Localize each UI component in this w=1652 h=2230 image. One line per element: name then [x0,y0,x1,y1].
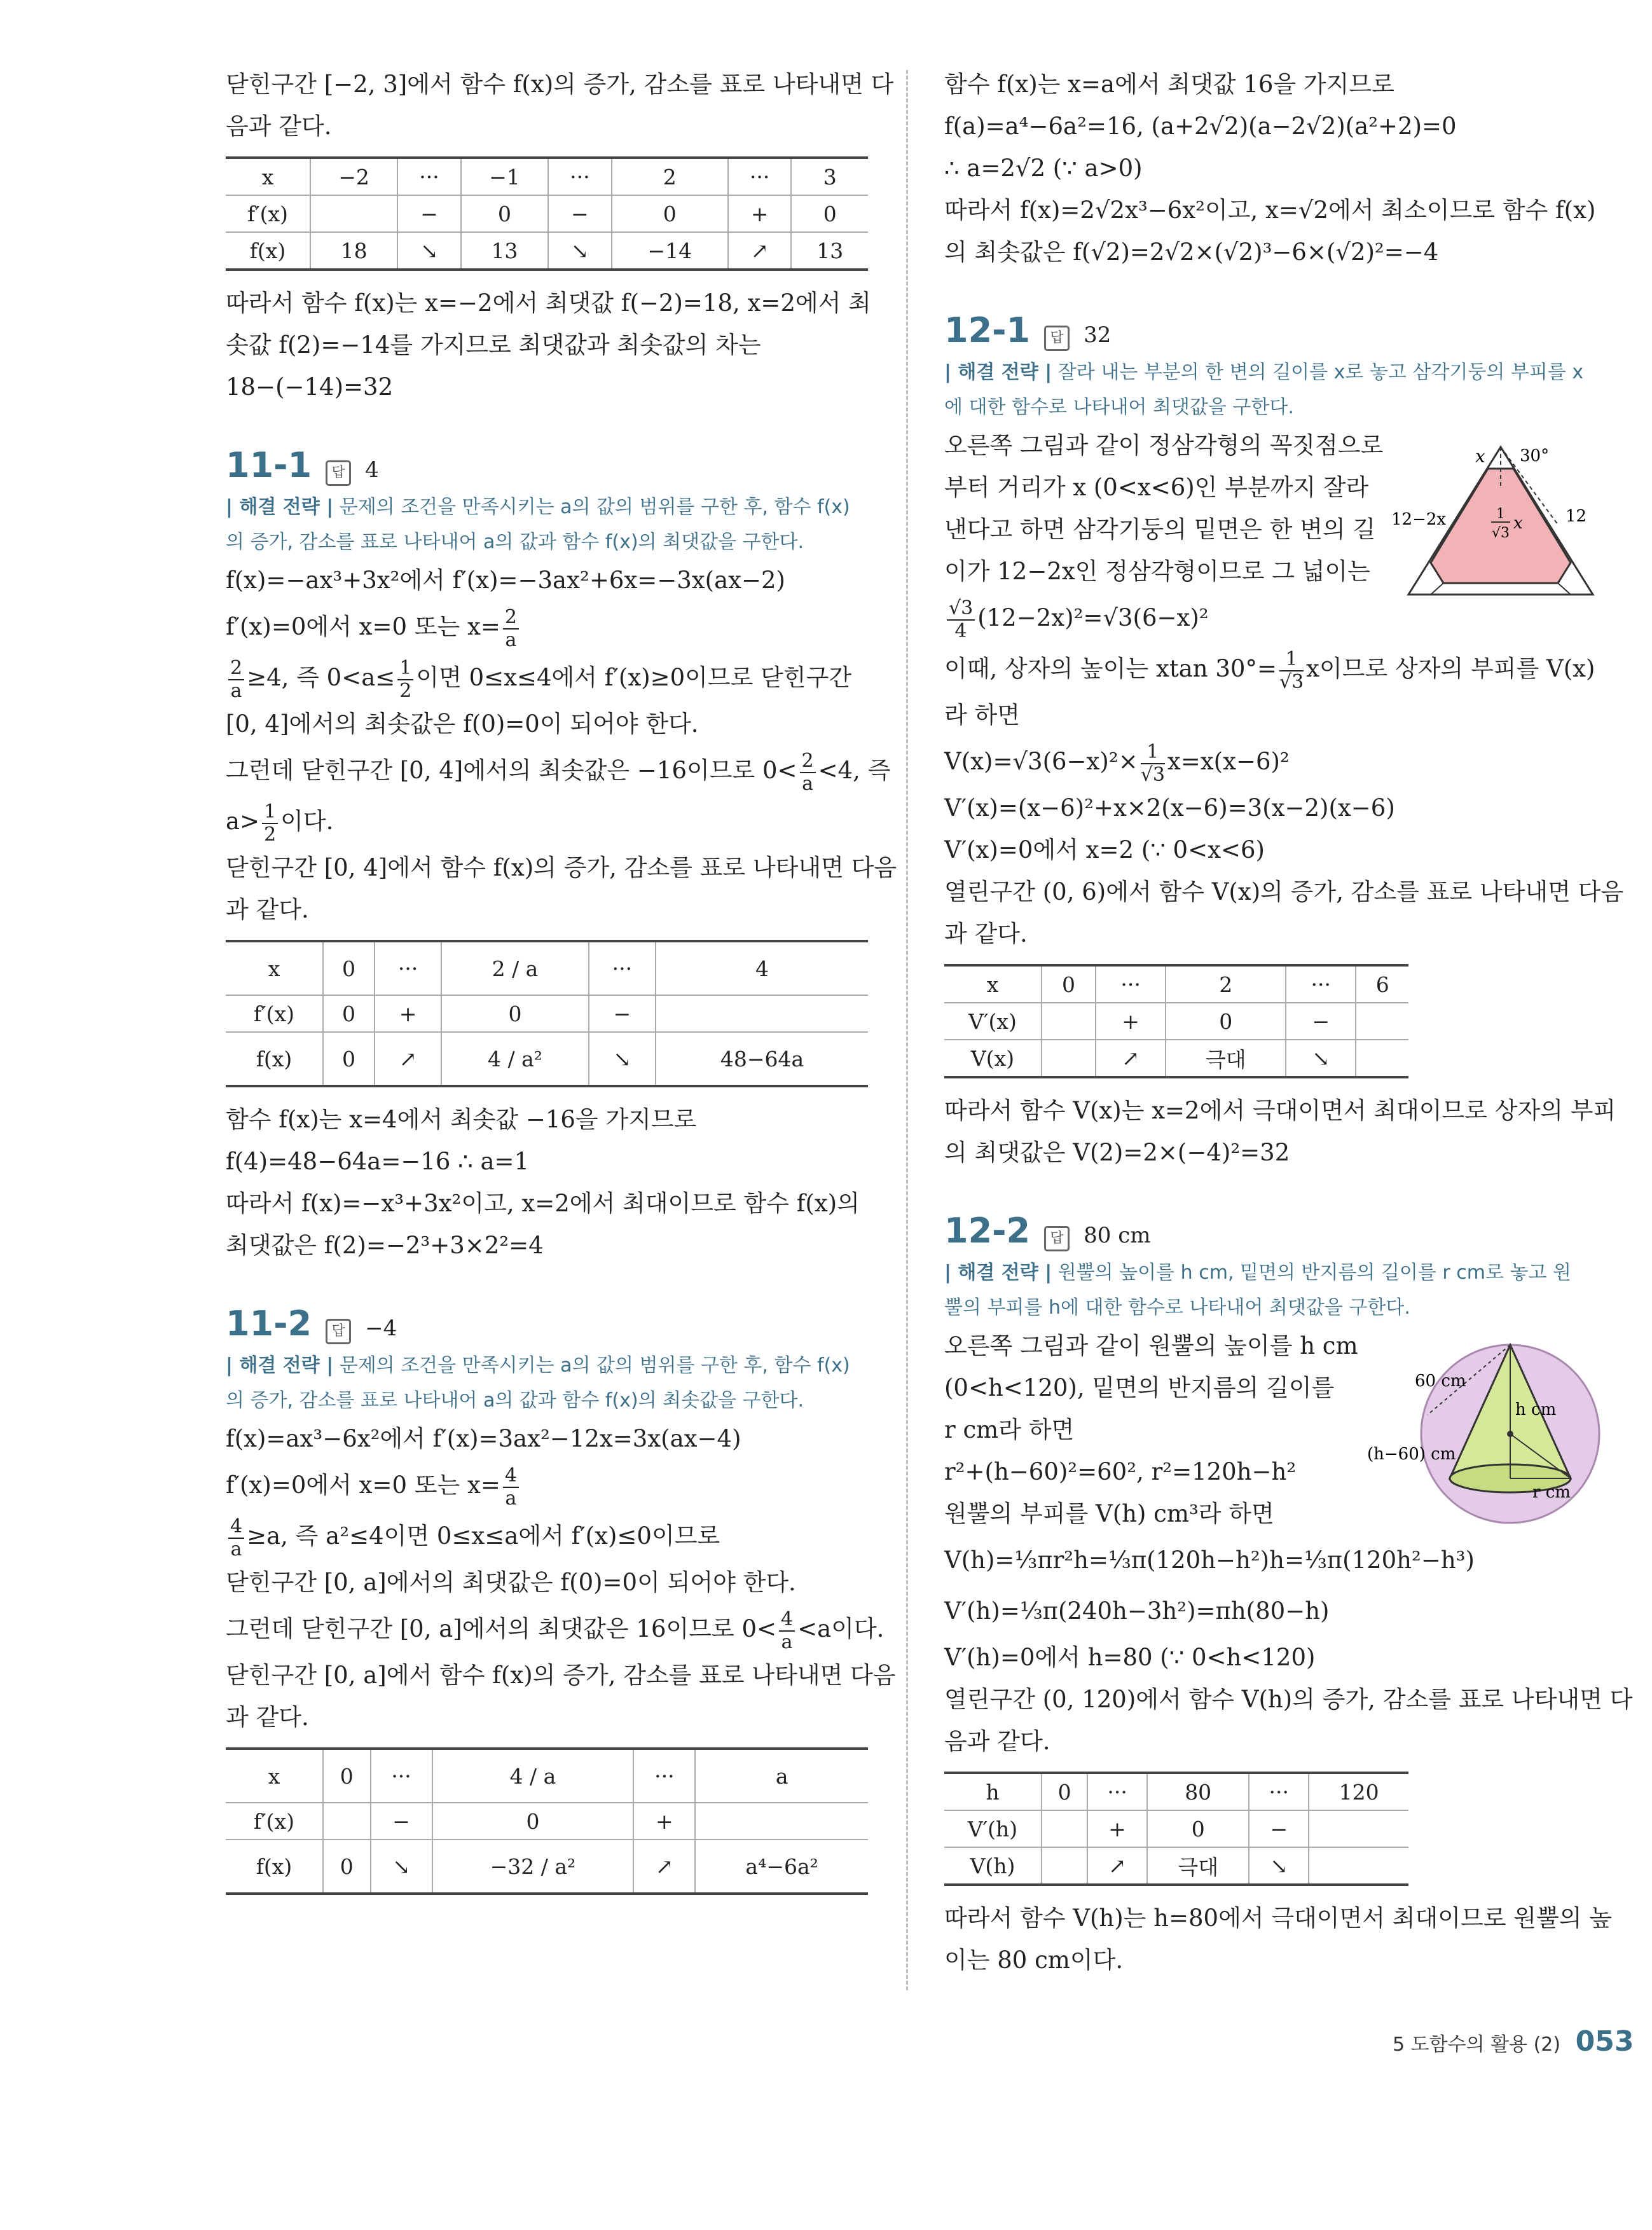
fraction: $\frac{1}{√3}$ [1140,740,1165,786]
text-line: ∴ a=2√2 (∵ a>0) [944,155,1143,182]
table-cell: 13 [791,232,868,270]
table-cell: 극대 [1166,1040,1286,1077]
table-cell: ↗ [633,1840,695,1894]
table-cell: + [1096,1003,1166,1040]
page-number: 053 [1575,2025,1634,2058]
label-sphere-radius: 60 cm [1415,1372,1466,1391]
math-text: <4, 즉 [818,757,891,784]
table-cell [323,1803,371,1840]
table-cell: 4 [656,941,868,995]
math-line [944,644,1595,694]
table-cell: ··· [1286,965,1356,1003]
table-cell [1042,1040,1096,1077]
table-cell: −32 / a² [432,1840,634,1894]
problem-number: 11-2 [226,1304,312,1344]
table-cell: − [1249,1810,1309,1847]
table-12-2 [944,1772,1408,1886]
table-cell [1042,1810,1087,1847]
math-line: V′(x)=(x−6)²+x×2(x−6)=3(x−2)(x−6) [944,794,1395,822]
text-line: 과 같다. [226,896,309,923]
table-cell: 0 [1042,965,1096,1003]
math-text: (12−2x)²=√3(6−x)² [977,604,1209,631]
table-cell [1356,1040,1408,1077]
text-line: 이는 80 cm이다. [944,1946,1124,1974]
text-line: 열린구간 (0, 120)에서 함수 V(h)의 증가, 감소를 표로 나타내면 다 [944,1686,1633,1713]
text-line: 따라서 함수 V(x)는 x=2에서 극대이면서 최대이므로 상자의 부피 [944,1097,1616,1124]
table-cell: ↘ [397,232,461,270]
section-header-11-2 [226,1304,868,1344]
table-cell: ↗ [1087,1847,1147,1885]
table-cell: − [1286,1003,1356,1040]
label-left-side: 12−2x [1391,510,1447,529]
math-text: a> [226,808,260,835]
fraction: $\frac{4}{a}$ [779,1609,795,1653]
text-line: 음과 같다. [944,1728,1050,1755]
strategy [226,1348,868,1418]
math-text: ≥4, 즉 0<a≤ [247,664,396,691]
math-line [226,602,868,652]
fraction: $\frac{4}{a}$ [503,1465,519,1510]
table-cell: 120 [1309,1773,1408,1810]
answer-icon: 답 [326,1319,351,1344]
table-cell: x [268,956,280,981]
table-cell: 0 [791,195,868,232]
table-cell: 4 / a [432,1749,634,1803]
table-12-1 [944,964,1408,1078]
fraction: $\frac{2}{a}$ [800,750,816,795]
math-line [226,1511,868,1562]
math-text: <a이다. [797,1615,885,1642]
math-line [226,796,868,847]
label-inner-frac-d: √3 [1491,525,1510,541]
intro-line: 닫힌구간 [−2, 3]에서 함수 f(x)의 증가, 감소를 표로 나타내면 다 [226,71,894,98]
table-cell: −1 [461,158,548,195]
table-cell: 2 [1166,965,1286,1003]
table-cell: V(x) [970,1045,1015,1071]
table-cell [1309,1847,1408,1885]
text-line: 라 하면 [944,701,1020,729]
text-line: 과 같다. [944,920,1028,947]
math-text: V(x)=√3(6−x)²× [944,748,1138,775]
table-cell: 3 [791,158,868,195]
table-cell: − [397,195,461,232]
math-text: 이때, 상자의 높이는 xtan 30°= [944,655,1277,682]
text-line: 따라서 f(x)=2√2x³−6x²이고, x=√2에서 최소이므로 함수 f(x) [944,196,1596,224]
label-x: x [1475,446,1485,467]
table-cell: x [986,972,999,997]
strategy-text: 문제의 조건을 만족시키는 a의 값의 범위를 구한 후, 함수 f(x)의 증가, 감소를 표로 나타내어 a의 값과 함수 f(x)의 최솟값을 구한다. [226,1354,850,1412]
answer-icon: 답 [1044,1226,1070,1251]
math-text: 이면 0≤x≤4에서 f′(x)≥0이므로 닫힌구간 [416,664,852,691]
text-line: 의 최댓값은 V(2)=2×(−4)²=32 [944,1139,1290,1166]
table-cell: h [986,1779,1000,1805]
table-cell: ↘ [1286,1040,1356,1077]
strategy-tag: | 해결 전략 | [944,1262,1052,1284]
strategy [944,1255,1587,1325]
text-line: 따라서 함수 V(h)는 h=80에서 극대이면서 최대이므로 원뿔의 높 [944,1904,1612,1932]
table-cell: x [268,1763,280,1789]
text-line: 낸다고 하면 삼각기둥의 밑면은 한 변의 길 [944,516,1376,543]
math-line: V′(x)=0에서 x=2 (∵ 0<x<6) [944,836,1265,864]
table-cell: ↗ [728,232,792,270]
strategy-text: 원뿔의 높이를 h cm, 밑면의 반지름의 길이를 r cm로 놓고 원뿔의 부피를 h에 대한 함수로 나타내어 최댓값을 구한다. [944,1262,1571,1319]
table-cell: ··· [375,941,441,995]
table-cell: + [375,995,441,1032]
table-cell: 0 [1147,1810,1249,1847]
table-cell: V(h) [970,1853,1015,1878]
left-column [226,64,897,1906]
table-cell: 0 [323,1749,371,1803]
math-line: V(h)=⅓πr²h=⅓π(120h−h²)h=⅓π(120h²−h³) [944,1546,1475,1574]
table-cell: 0 [461,195,548,232]
text-line: 닫힌구간 [0, 4]에서 함수 f(x)의 증가, 감소를 표로 나타내면 다음 [226,854,897,881]
table-cell: − [371,1803,432,1840]
text-line: f(4)=48−64a=−16 ∴ a=1 [226,1148,530,1175]
label-h-minus-60: (h−60) cm [1367,1445,1456,1464]
math-line: V′(h)=0에서 h=80 (∵ 0<h<120) [944,1644,1316,1671]
strategy-tag: | 해결 전략 | [944,361,1052,383]
strategy-tag: | 해결 전략 | [226,1354,334,1377]
label-inner: x [1513,514,1523,533]
cone-in-sphere-figure [1367,1339,1599,1529]
text-line: 18−(−14)=32 [226,373,394,401]
table-cell: ↘ [371,1840,432,1894]
math-text: 그런데 닫힌구간 [0, 4]에서의 최솟값은 −16이므로 0< [226,757,797,784]
table-cell: a⁴−6a² [695,1840,868,1894]
table-cell: ··· [633,1749,695,1803]
answer-value: 4 [365,457,379,483]
table-cell: 0 [432,1803,634,1840]
table-cell [695,1803,868,1840]
answer-value: −4 [365,1316,397,1341]
math-line [226,652,868,703]
text-line: f(a)=a⁴−6a²=16, (a+2√2)(a−2√2)(a²+2)=0 [944,113,1457,140]
table-cell: 13 [461,232,548,270]
table-cell: + [728,195,792,232]
column-divider [906,70,908,1990]
label-angle: 30° [1520,446,1550,465]
label-inner-frac-n: 1 [1496,506,1505,522]
math-line [226,745,891,796]
table-cell: a [695,1749,868,1803]
text-line: 오른쪽 그림과 같이 원뿔의 높이를 h cm [944,1332,1358,1359]
text-line: 오른쪽 그림과 같이 정삼각형의 꼭짓점으로 [944,432,1384,459]
table-cell: 18 [310,232,397,270]
fraction: $\frac{1}{2}$ [397,657,413,702]
table-cell: ↘ [1249,1847,1309,1885]
text-line: 의 최솟값은 f(√2)=2√2×(√2)³−6×(√2)²=−4 [944,238,1439,266]
table-cell: ··· [1087,1773,1147,1810]
strategy [944,355,1587,425]
table-cell: ··· [1096,965,1166,1003]
table-cell: 극대 [1147,1847,1249,1885]
text-line: 부터 거리가 x (0<x<6)인 부분까지 잘라 [944,474,1369,501]
table-cell: 0 [323,995,375,1032]
table-cell: + [1087,1810,1147,1847]
problem-number: 12-2 [944,1211,1031,1251]
text-line: 과 같다. [226,1703,309,1731]
text-line: 함수 f(x)는 x=a에서 최댓값 16을 가지므로 [944,71,1394,98]
right-column [944,64,1633,1981]
triangle-prism-figure [1391,436,1602,601]
label-right-side: 12 [1566,507,1587,526]
table-cell: 4 / a² [441,1032,588,1086]
answer-value: 80 cm [1084,1223,1151,1248]
table-cell: + [633,1803,695,1840]
chapter-label: 5 도함수의 활용 (2) [1393,2034,1561,2056]
text-line: 솟값 f(2)=−14를 가지므로 최댓값과 최솟값의 차는 [226,331,761,359]
math-line [944,736,1587,787]
label-r: r cm [1532,1483,1571,1502]
table-cell: ··· [371,1749,432,1803]
math-text: 이다. [280,808,334,835]
table-11-2 [226,1747,868,1895]
fraction: $\frac{1}{√3}$ [1279,647,1304,693]
text-line: r cm라 하면 [944,1416,1075,1443]
table-cell: ··· [728,158,792,195]
strategy [226,490,868,560]
table-11-1 [226,940,868,1087]
math-line [226,1460,868,1511]
label-height: h cm [1515,1400,1557,1419]
answer-icon: 답 [326,460,351,486]
strategy-text: 잘라 내는 부분의 한 변의 길이를 x로 놓고 삼각기둥의 부피를 x에 대한 함수로 나타내어 최댓값을 구한다. [944,361,1584,418]
table-cell: 0 [612,195,728,232]
table-cell: 0 [323,1032,375,1086]
fraction: $\frac{2}{a}$ [228,657,244,702]
sphere-center [1507,1431,1513,1437]
table-cell: 2 [612,158,728,195]
table-cell: f(x) [249,238,286,263]
table-cell: ··· [589,941,656,995]
table-cell: ··· [397,158,461,195]
table-cell [656,995,868,1032]
table-cell: ↘ [589,1032,656,1086]
section-header-11-1 [226,445,868,486]
text-line: 닫힌구간 [0, a]에서 함수 f(x)의 증가, 감소를 표로 나타내면 다음 [226,1662,896,1689]
table-cell: 80 [1147,1773,1249,1810]
table-cell: 0 [323,1840,371,1894]
math-text: ≥a, 즉 a²≤4이면 0≤x≤a에서 f′(x)≤0이므로 [247,1522,720,1550]
section-header-12-1 [944,310,1587,351]
table-cell: 0 [1166,1003,1286,1040]
strategy-tag: | 해결 전략 | [226,496,334,518]
table-cell: 0 [1042,1773,1087,1810]
table-cell: ··· [548,158,612,195]
math-line: 닫힌구간 [0, a]에서의 최댓값은 f(0)=0이 되어야 한다. [226,1569,796,1596]
table-cell: f(x) [256,1046,293,1071]
text-line: 따라서 f(x)=−x³+3x²이고, x=2에서 최대이므로 함수 f(x)의 [226,1190,860,1217]
corner-line [1558,583,1571,595]
table-cell: −2 [310,158,397,195]
table-cell: f′(x) [247,201,289,226]
fraction: $\frac{4}{a}$ [228,1516,244,1560]
text-line: 원뿔의 부피를 V(h) cm³라 하면 [944,1500,1274,1527]
math-line: f(x)=ax³−6x²에서 f′(x)=3ax²−12x=3x(ax−4) [226,1425,741,1452]
table-cell: − [548,195,612,232]
text-line: 따라서 함수 f(x)는 x=−2에서 최댓값 f(−2)=18, x=2에서 최 [226,289,871,317]
fraction: $\frac{1}{2}$ [262,801,278,846]
table-cell: − [589,995,656,1032]
table-cell: −14 [612,232,728,270]
fraction: $\frac{√3}{4}$ [947,598,975,642]
answer-value: 32 [1084,322,1112,348]
fraction: $\frac{2}{a}$ [503,607,519,651]
math-line: [0, 4]에서의 최솟값은 f(0)=0이 되어야 한다. [226,710,699,738]
table-cell: f′(x) [253,1808,295,1834]
table-cell: V′(x) [968,1008,1017,1034]
text-line: 함수 f(x)는 x=4에서 최솟값 −16을 가지므로 [226,1106,697,1133]
table-cell [1042,1003,1096,1040]
math-text: 그런데 닫힌구간 [0, a]에서의 최댓값은 16이므로 0< [226,1615,777,1642]
section-header-12-2 [944,1211,1587,1251]
text-line: 최댓값은 f(2)=−2³+3×2²=4 [226,1232,544,1259]
table-cell: 0 [441,995,588,1032]
math-line: V′(h)=⅓π(240h−3h²)=πh(80−h) [944,1597,1330,1625]
table-cell [310,195,397,232]
table-cell: f′(x) [253,1001,295,1026]
table-cell: ↗ [1096,1040,1166,1077]
table-f-increase-decrease [226,156,868,271]
intro-line: 음과 같다. [226,113,332,140]
table-cell: ··· [1249,1773,1309,1810]
table-cell: ↗ [375,1032,441,1086]
table-cell [1309,1810,1408,1847]
table-cell [1356,1003,1408,1040]
table-cell: ↘ [548,232,612,270]
corner-line [1431,583,1443,595]
table-cell: x [261,164,274,189]
strategy-text: 문제의 조건을 만족시키는 a의 값의 범위를 구한 후, 함수 f(x)의 증가, 감소를 표로 나타내어 a의 값과 함수 f(x)의 최댓값을 구한다. [226,496,850,553]
text-line: 이가 12−2x인 정삼각형이므로 그 넓이는 [944,558,1370,585]
math-line: f(x)=−ax³+3x²에서 f′(x)=−3ax²+6x=−3x(ax−2) [226,567,785,594]
problem-number: 11-1 [226,445,312,485]
math-text: f′(x)=0에서 x=0 또는 x= [226,1471,500,1499]
text-line: (0<h<120), 밑면의 반지름의 길이를 [944,1374,1335,1401]
table-cell: 0 [323,941,375,995]
math-line [226,1604,885,1655]
table-cell: f(x) [256,1854,293,1879]
table-cell: 2 / a [441,941,588,995]
math-text: f′(x)=0에서 x=0 또는 x= [226,613,500,640]
table-cell [1042,1847,1087,1885]
table-cell: 6 [1356,965,1408,1003]
text-line: 열린구간 (0, 6)에서 함수 V(x)의 증가, 감소를 표로 나타내면 다음 [944,878,1624,905]
math-text: x이므로 상자의 부피를 V(x) [1306,655,1595,682]
math-text: x=x(x−6)² [1167,748,1290,775]
page-footer [1393,2025,1634,2058]
table-cell: 48−64a [656,1032,868,1086]
answer-icon: 답 [1044,326,1070,351]
table-cell: V′(h) [967,1816,1018,1841]
text-line: r²+(h−60)²=60², r²=120h−h² [944,1458,1297,1485]
problem-number: 12-1 [944,310,1031,350]
